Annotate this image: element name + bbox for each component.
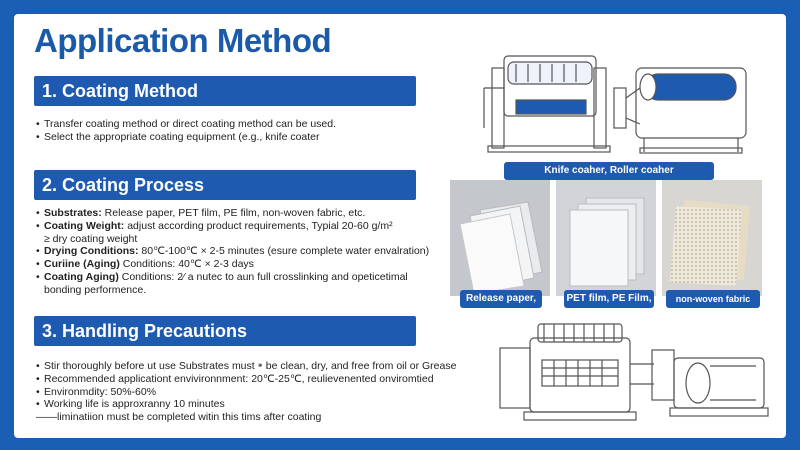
coating-method-list bbox=[36, 118, 476, 144]
pet-film-caption: PET film, PE Film, bbox=[564, 290, 654, 308]
pet-film-photo bbox=[556, 180, 656, 296]
coating-process-list bbox=[36, 207, 476, 297]
item-label: Coating Aging) bbox=[44, 270, 119, 283]
coater-caption: Knife coaher, Roller coaher bbox=[504, 162, 714, 180]
item-text: Release paper, PET film, PE film, non-woven fabric, etc. bbox=[101, 207, 366, 219]
item-label: Drying Conditions: bbox=[44, 245, 139, 258]
page-title: Application Method bbox=[34, 22, 332, 59]
list-item bbox=[36, 233, 476, 246]
release-paper-caption: Release paper, bbox=[460, 290, 542, 308]
item-label: Substrates: bbox=[44, 207, 102, 219]
release-paper-photo bbox=[450, 180, 550, 296]
section-heading-coating-process: 2. Coating Process bbox=[34, 170, 416, 200]
item-text: Conditions: 2⁄ a nutec to aun full crosslinking and opeticetimal bbox=[118, 270, 408, 283]
list-item bbox=[36, 271, 476, 284]
item-text: adjust according product requirements, Typial 20-60 g/m² bbox=[124, 219, 393, 232]
list-item: • Environmdity: 50%-60% bbox=[36, 386, 476, 399]
item-text: 80℃-100℃ × 2-5 minutes (esure complete water envalration) bbox=[138, 245, 430, 258]
item-text: bonding performence. bbox=[44, 283, 147, 296]
list-item: • Working life is approxranny 10 minutes bbox=[36, 398, 476, 411]
item-text: Conditions: 40℃ × 2-3 days bbox=[119, 258, 254, 271]
list-item bbox=[36, 220, 476, 233]
list-item: • Select the appropriate coating equipment (e.g., knife coater bbox=[36, 131, 476, 144]
infographic-card bbox=[14, 14, 786, 438]
item-label: Coating Weight: bbox=[44, 219, 125, 232]
list-item bbox=[36, 245, 476, 258]
mixing-machine-illustration bbox=[484, 314, 780, 432]
list-item bbox=[36, 258, 476, 271]
item-text: ≥ dry coating weight bbox=[44, 232, 138, 245]
section-heading-handling-precautions: 3. Handling Precautions bbox=[34, 316, 416, 346]
coater-machine-illustration bbox=[464, 28, 764, 160]
section-heading-coating-method: 1. Coating Method bbox=[34, 76, 416, 106]
nonwoven-caption: non-woven fabric bbox=[666, 290, 760, 308]
list-item: • Stir thoroughly before ut use Substrates must ⁍ be clean, dry, and free from oil or Grease bbox=[36, 360, 476, 373]
list-item: • Transfer coating method or direct coating method can be used. bbox=[36, 118, 476, 131]
item-label: Curiine (Aging) bbox=[44, 258, 120, 271]
list-item bbox=[36, 207, 476, 220]
handling-precautions-list bbox=[36, 360, 476, 424]
nonwoven-fabric-photo bbox=[662, 180, 762, 296]
list-item: • Recommended applicationt envivironnment: 20℃-25℃, reulievenented onviromtied bbox=[36, 373, 476, 386]
list-item bbox=[36, 284, 476, 297]
list-item: ——liminatiion must be completed witin this tims after coating bbox=[36, 411, 322, 424]
